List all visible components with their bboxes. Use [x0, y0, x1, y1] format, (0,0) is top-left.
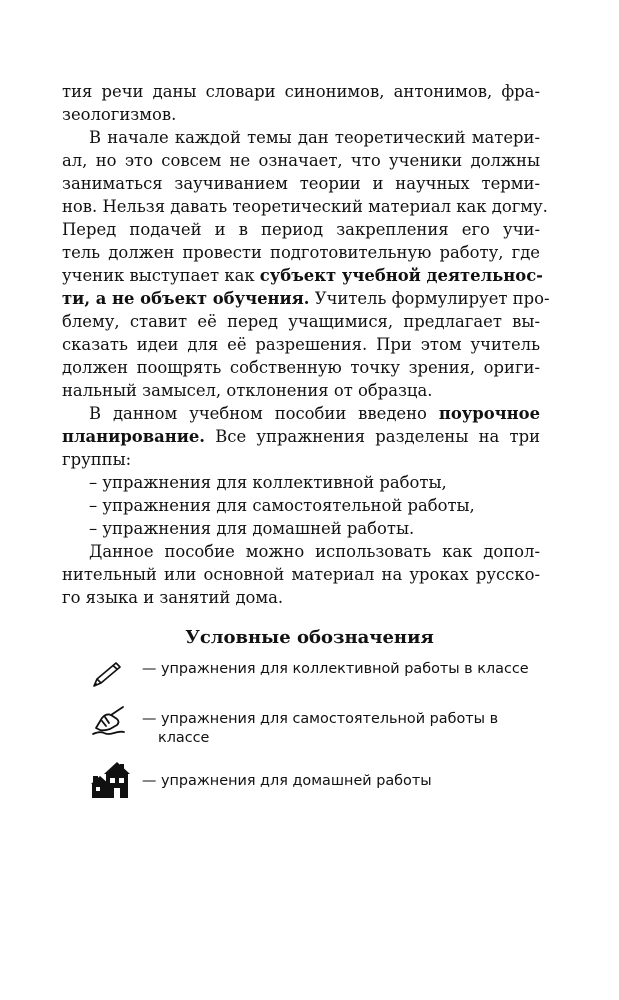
text-line: должен поощрять собственную точку зрения, ориги-	[62, 358, 540, 377]
list-item: – упражнения для самостоятельной работы,	[89, 496, 475, 515]
text-line: сказать идеи для её разрешения. При этом учитель	[62, 335, 540, 354]
house-icon	[90, 760, 132, 806]
text-line: Перед подачей и в период закрепления его учи-	[62, 220, 540, 239]
writing-hand-icon	[90, 704, 128, 744]
text-run: Все упражнения разделены на три	[205, 427, 540, 446]
list-item: – упражнения для домашней работы.	[89, 519, 415, 538]
bold-term: поурочное	[438, 404, 540, 423]
text-line	[62, 264, 543, 287]
text-run: В данном учебном пособии введено	[89, 404, 439, 423]
legend-text	[142, 710, 552, 748]
text-run: Учитель формулирует про-	[309, 289, 550, 308]
text-line	[62, 287, 550, 310]
text-line: заниматься заучиванием теории и научных терми-	[62, 174, 540, 193]
bold-term: ти, а не объект обучения.	[62, 289, 310, 308]
text-line: нальный замысел, отклонения от образца.	[62, 381, 433, 400]
text-line: зеологизмов.	[62, 105, 177, 124]
text-line: ал, но это совсем не означает, что ученики должны	[62, 151, 540, 170]
text-line: нительный или основной материал на уроках русско-	[62, 565, 540, 584]
text-line	[62, 425, 540, 448]
text-line: нов. Нельзя давать теоретический материал как догму.	[62, 197, 548, 216]
text-line: В начале каждой темы дан теоретический матери-	[89, 128, 540, 147]
text-line	[62, 402, 540, 425]
legend-text: — упражнения для коллективной работы в классе	[142, 661, 529, 677]
main-text	[62, 80, 550, 609]
text-line: го языка и занятий дома.	[62, 588, 284, 607]
text-line: блему, ставит её перед учащимися, предлагает вы-	[62, 312, 540, 331]
text-run: ученик выступает как	[62, 266, 260, 285]
bold-term: субъект учебной деятельнос-	[259, 266, 543, 285]
bold-term: планирование.	[62, 427, 206, 446]
legend-text: — упражнения для домашней работы	[142, 773, 432, 789]
text-line: группы:	[62, 450, 132, 469]
legend-text-line: классе	[158, 730, 210, 746]
pencil-icon	[90, 660, 124, 696]
text-line: тия речи даны словари синонимов, антонимов, фра-	[62, 82, 540, 101]
text-line: тель должен провести подготовительную работу, где	[62, 243, 540, 262]
text-line: Данное пособие можно использовать как допол-	[89, 542, 540, 561]
legend-title: Условные обозначения	[185, 627, 434, 648]
legend-text-line: — упражнения для самостоятельной работы в	[142, 711, 499, 727]
list-item: – упражнения для коллективной работы,	[89, 473, 447, 492]
